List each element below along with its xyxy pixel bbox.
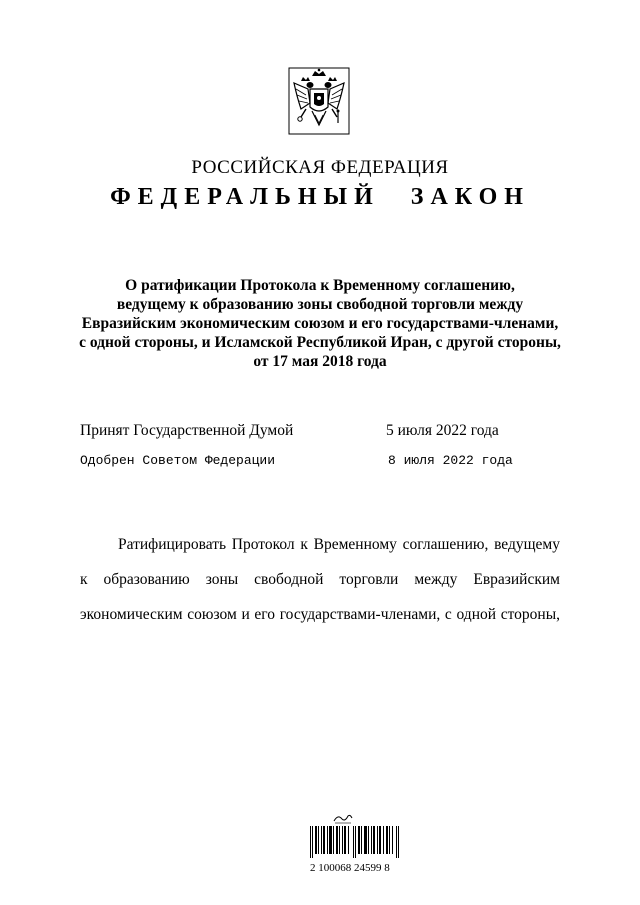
barcode-icon (310, 826, 400, 858)
law-title-line: с одной стороны, и Исламской Республикой Иран, с другой стороны, (79, 334, 561, 351)
duma-adoption-date: 5 июля 2022 года (386, 422, 499, 439)
body-line: к образованию зоны свободной торговли между Евразийским (80, 571, 560, 588)
coat-of-arms-icon (288, 67, 350, 135)
law-title-line: от 17 мая 2018 года (253, 353, 387, 370)
body-line: Ратифицировать Протокол к Временному соглашению, ведущему (118, 536, 560, 553)
council-approval-label: Одобрен Советом Федерации (80, 453, 276, 468)
duma-adoption-label: Принят Государственной Думой (80, 422, 294, 439)
law-title-line: Евразийским экономическим союзом и его государствами-членами, (81, 315, 559, 332)
council-approval-date: 8 июля 2022 года (388, 453, 513, 468)
law-title-line: ведущему к образованию зоны свободной торговли между (116, 296, 524, 313)
barcode-number: 2 100068 24599 8 (310, 862, 390, 874)
law-title-line: О ратификации Протокола к Временному соглашению, (125, 277, 515, 294)
barcode (310, 812, 400, 872)
body-line: экономическим союзом и его государствами-членами, с одной стороны, (80, 606, 560, 623)
document-type: ФЕДЕРАЛЬНЫЙ ЗАКОН (110, 184, 530, 210)
country-name: РОССИЙСКАЯ ФЕДЕРАЦИЯ (191, 157, 449, 178)
law-title (40, 276, 600, 371)
